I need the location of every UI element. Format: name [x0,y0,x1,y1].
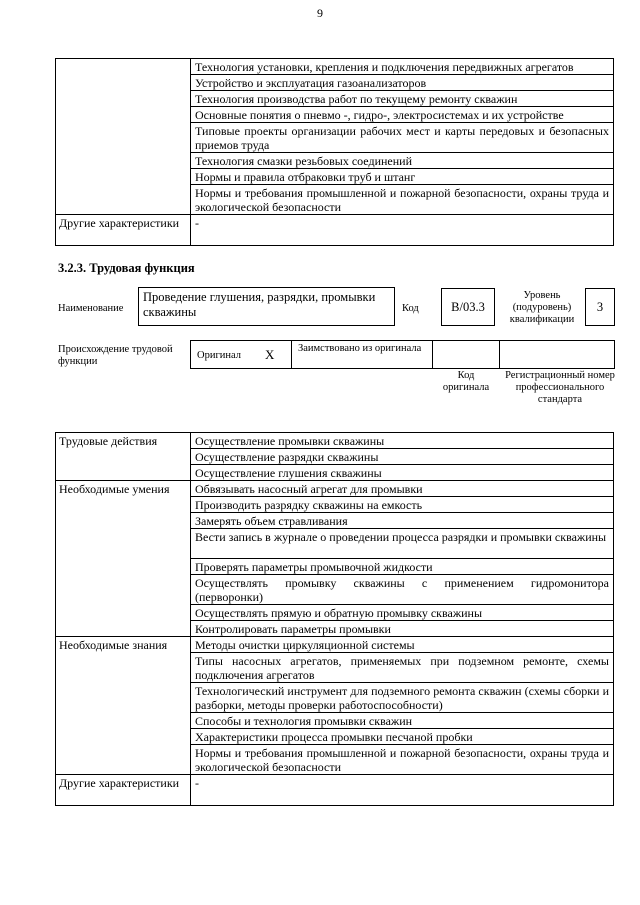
table-row [56,637,614,653]
labor-actions-label: Трудовые действия [56,433,191,481]
function-code-box [441,288,495,326]
table-cell: Обвязывать насосный агрегат для промывки [191,481,614,497]
table-row [56,215,614,246]
labor-function-table [55,432,614,806]
reg-number-caption: Регистрационный номер профессионального стандарта [505,370,615,405]
code-label: Код [402,303,419,314]
original-label: Оригинал [197,350,241,361]
table-cell: Производить разрядку скважины на емкость [191,497,614,513]
borrowed-label: Заимствовано из оригинала [298,343,422,354]
table-cell: Нормы и требования промышленной и пожарной безопасности, охраны труда и экологической безопасности [191,185,614,215]
code-original-caption: Код оригинала [442,370,490,393]
table-row [56,775,614,806]
knowledge-table-continued [55,58,614,246]
table-cell: Осуществлять прямую и обратную промывку скважины [191,605,614,621]
table-cell: Основные понятия о пневмо -, гидро-, электросистемах и их устройстве [191,107,614,123]
table-cell: Нормы и требования промышленной и пожарной безопасности, охраны труда и экологической безопасности [191,745,614,775]
table-cell: Характеристики процесса промывки песчаной пробки [191,729,614,745]
skills-label: Необходимые умения [56,481,191,637]
level-value: 3 [596,300,604,314]
table-row [56,481,614,497]
reg-number-box [499,340,615,369]
table-cell: Осуществление промывки скважины [191,433,614,449]
origin-label: Происхождение трудовой функции [58,344,173,367]
table-cell: Технология производства работ по текущему ремонту скважин [191,91,614,107]
table-cell: Типовые проекты организации рабочих мест и карты передовых и безопасных приемов труда [191,123,614,153]
table-row [56,433,614,449]
other-characteristics-label: Другие характеристики [56,775,191,806]
other-characteristics-value: - [191,775,614,806]
table-cell: Проверять параметры промывочной жидкости [191,559,614,575]
function-name-value: Проведение глушения, разрядки, промывки скважины [143,290,376,319]
borrowed-box [291,340,433,369]
table-row [56,59,614,75]
table-cell: Устройство и эксплуатация газоанализаторов [191,75,614,91]
table-cell: Технология смазки резьбовых соединений [191,153,614,169]
page-number: 9 [317,6,323,20]
table-cell: Замерять объем стравливания [191,513,614,529]
function-name-box [138,287,395,326]
other-characteristics-value: - [191,215,614,246]
origin-boxes [190,340,615,369]
original-mark: X [265,347,275,362]
table-cell: Осуществление глушения скважины [191,465,614,481]
section-title: 3.2.3. Трудовая функция [58,261,195,275]
table-cell: Осуществлять промывку скважины с применением гидромонитора (перворонки) [191,575,614,605]
row-label-empty [56,59,191,215]
table-cell: Способы и технология промывки скважин [191,713,614,729]
level-box [585,288,615,326]
other-characteristics-label: Другие характеристики [56,215,191,246]
table-cell: Технологический инструмент для подземного ремонта скважин (схемы сборки и разборки, методы проверки работоспособности) [191,683,614,713]
table-cell: Контролировать параметры промывки [191,621,614,637]
knowledge-label: Необходимые знания [56,637,191,775]
table-cell: Осуществление разрядки скважины [191,449,614,465]
level-label: Уровень (подуровень) квалификации [509,290,575,325]
function-code-value: В/03.3 [451,300,485,314]
table-cell: Вести запись в журнале о проведении процесса разрядки и промывки скважины [191,529,614,559]
table-cell: Нормы и правила отбраковки труб и штанг [191,169,614,185]
table-cell: Типы насосных агрегатов, применяемых при подземном ремонте, схемы подключения агрегатов [191,653,614,683]
code-original-box [432,340,500,369]
name-label: Наименование [58,303,124,314]
table-cell: Методы очистки циркуляционной системы [191,637,614,653]
table-cell: Технология установки, крепления и подключения передвижных агрегатов [191,59,614,75]
original-box [190,340,292,369]
